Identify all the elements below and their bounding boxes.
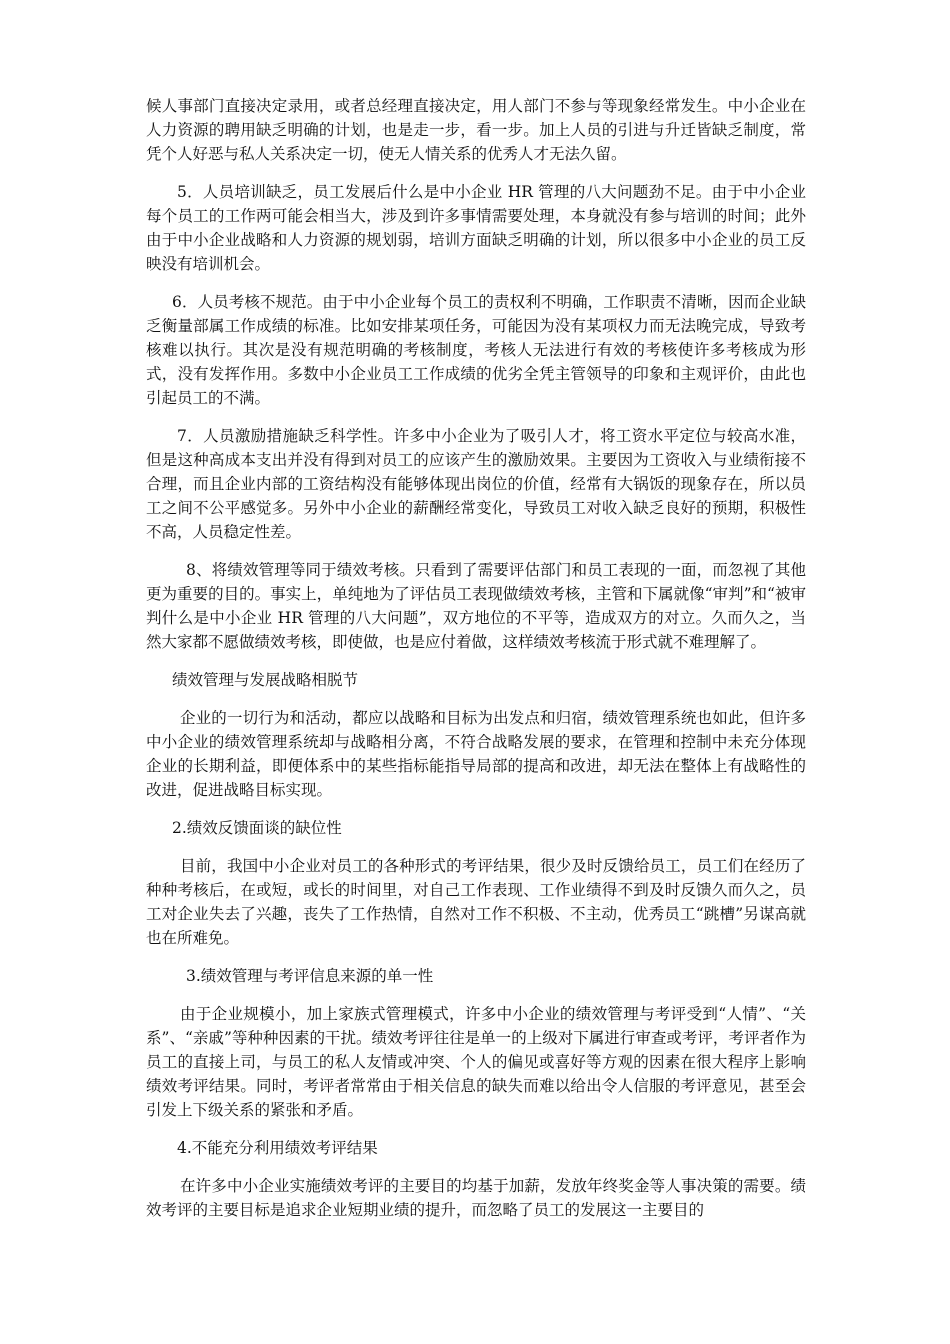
paragraph-performance-equals-assessment: 8、将绩效管理等同于绩效考核。只看到了需要评估部门和员工表现的一面，而忽视了其他更为重要的目的。事实上，单纯地为了评估员工表现做绩效考核，主管和下属就像“审判”和“被审判什么是中小企业 HR 管理的八大问题”，双方地位的不平等，造成双方的对立。久而久之，当然大家都不愿做绩效考核，即使做，也是应付着做，这样绩效考核流于形式就不难理解了。 — [146, 561, 806, 651]
paragraph-feedback: 目前，我国中小企业对员工的各种形式的考评结果，很少及时反馈给员工，员工们在经历了种种考核后，在或短，或长的时间里，对自己工作表现、工作业绩得不到及时反馈久而久之，员工对企业失去了兴趣，丧失了工作热情，自然对工作不积极、不主动，优秀员工“跳槽”另谋高就也在所难免。 — [146, 857, 806, 947]
paragraph-information-source: 由于企业规模小，加上家族式管理模式，许多中小企业的绩效管理与考评受到“人情”、“关系”、“亲戚”等种种因素的干扰。绩效考评往往是单一的上级对下属进行审查或考评，考评者作为员工的直接上司，与员工的私人友情或冲突、个人的偏见或喜好等方观的因素在很大程序上影响绩效考评结果。同时，考评者常常由于相关信息的缺失而难以给出令人信服的考评意见，甚至会引发上下级关系的紧张和矛盾。 — [146, 1005, 806, 1119]
paragraph-strategy: 企业的一切行为和活动，都应以战略和目标为出发点和归宿，绩效管理系统也如此，但许多中小企业的绩效管理系统却与战略相分离，不符合战略发展的要求，在管理和控制中未充分体现企业的长期利益，即便体系中的某些指标能指导局部的提高和改进，却无法在整体上有战略性的改进，促进战略目标实现。 — [146, 709, 806, 799]
paragraph-incentives: 7．人员激励措施缺乏科学性。许多中小企业为了吸引人才，将工资水平定位与较高水准，但是这种高成本支出并没有得到对员工的应该产生的激励效果。主要因为工资收入与业绩衔接不合理，而且企业内部的工资结构没有能够体现出岗位的价值，经常有大锅饭的现象存在，所以员工之间不公平感觉多。另外中小企业的薪酬经常变化，导致员工对收入缺乏良好的预期，积极性不高，人员稳定性差。 — [146, 427, 806, 541]
section-heading-feedback: 2.绩效反馈面谈的缺位性 — [172, 819, 342, 837]
section-heading-information-source: 3.绩效管理与考评信息来源的单一性 — [186, 967, 434, 985]
section-heading-results-usage: 4.不能充分利用绩效考评结果 — [177, 1139, 378, 1157]
paragraph-assessment: 6．人员考核不规范。由于中小企业每个员工的责权利不明确，工作职责不清晰，因而企业缺乏衡量部属工作成绩的标准。比如安排某项任务，可能因为没有某项权力而无法晚完成，导致考核难以执行。其次是没有规范明确的考核制度，考核人无法进行有效的考核使许多考核成为形式，没有发挥作用。多数中小企业员工工作成绩的优劣全凭主管领导的印象和主观评价，由此也引起员工的不满。 — [146, 293, 806, 407]
section-heading-strategy: 绩效管理与发展战略相脱节 — [172, 671, 359, 689]
paragraph-results-usage: 在许多中小企业实施绩效考评的主要目的均基于加薪，发放年终奖金等人事决策的需要。绩效考评的主要目标是追求企业短期业绩的提升，而忽略了员工的发展这一主要目的 — [146, 1177, 806, 1219]
paragraph-training: 5．人员培训缺乏，员工发展后什么是中小企业 HR 管理的八大问题劲不足。由于中小企业每个员工的工作两可能会相当大，涉及到许多事情需要处理，本身就没有参与培训的时间；此外由于中小企业战略和人力资源的规划弱，培训方面缺乏明确的计划，所以很多中小企业的员工反映没有培训机会。 — [146, 183, 806, 273]
document-page — [146, 94, 806, 1236]
paragraph-continued: 候人事部门直接决定录用，或者总经理直接决定，用人部门不参与等现象经常发生。中小企业在人力资源的聘用缺乏明确的计划，也是走一步，看一步。加上人员的引进与升迁皆缺乏制度，常凭个人好恶与私人关系决定一切，使无人情关系的优秀人才无法久留。 — [146, 97, 806, 163]
